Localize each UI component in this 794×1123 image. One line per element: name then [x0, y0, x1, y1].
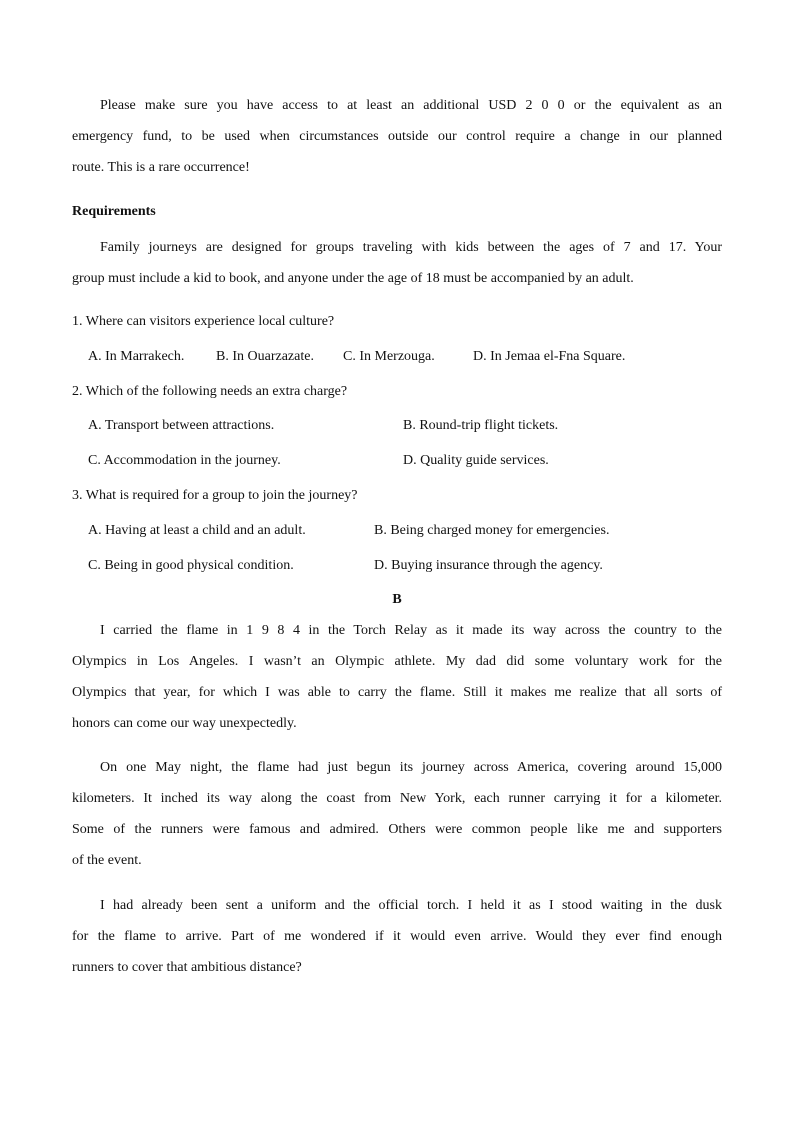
question-2-option-b: B. Round-trip flight tickets. — [403, 418, 559, 433]
question-2-stem: 2. Which of the following needs an extra charge? — [72, 384, 348, 399]
question-1-option-c: C. In Merzouga. — [343, 349, 435, 364]
requirements-line: group must include a kid to book, and anyone under the age of 18 must be accompanied by an adult. — [72, 271, 634, 286]
intro-line: route. This is a rare occurrence! — [72, 160, 250, 175]
section-b-title: B — [392, 592, 402, 607]
question-2-option-a: A. Transport between attractions. — [88, 418, 275, 433]
question-3-option-a: A. Having at least a child and an adult. — [88, 523, 306, 538]
section-b-paragraph-3 — [72, 890, 722, 983]
requirements-heading: Requirements — [72, 204, 156, 219]
passage-line: On one May night, the flame had just begun its journey across America, covering around 15,000 — [100, 760, 722, 775]
passage-line: Olympics in Los Angeles. I wasn’t an Olympic athlete. My dad did some voluntary work for the — [72, 654, 722, 669]
section-b-paragraph-2 — [72, 752, 722, 876]
section-b-paragraph-1 — [72, 615, 722, 739]
passage-line: Olympics that year, for which I was able to carry the flame. Still it makes me realize that all sorts of — [72, 685, 722, 700]
question-3-option-b: B. Being charged money for emergencies. — [374, 523, 610, 538]
requirements-line: Family journeys are designed for groups traveling with kids between the ages of 7 and 17. Your — [100, 240, 722, 255]
passage-line: of the event. — [72, 853, 142, 868]
question-1-stem: 1. Where can visitors experience local culture? — [72, 314, 335, 329]
question-3-option-c: C. Being in good physical condition. — [88, 558, 294, 573]
requirements-paragraph — [72, 232, 722, 294]
passage-line: Some of the runners were famous and admired. Others were common people like me and supporters — [72, 822, 722, 837]
intro-line: emergency fund, to be used when circumstances outside our control require a change in our planned — [72, 129, 722, 144]
question-1-option-d: D. In Jemaa el-Fna Square. — [473, 349, 626, 364]
question-1-option-b: B. In Ouarzazate. — [216, 349, 314, 364]
passage-line: I had already been sent a uniform and the official torch. I held it as I stood waiting in the dusk — [100, 898, 722, 913]
question-3-option-d: D. Buying insurance through the agency. — [374, 558, 603, 573]
passage-line: honors can come our way unexpectedly. — [72, 716, 297, 731]
passage-line: for the flame to arrive. Part of me wondered if it would even arrive. Would they ever find enough — [72, 929, 722, 944]
question-2-option-c: C. Accommodation in the journey. — [88, 453, 281, 468]
question-3-stem: 3. What is required for a group to join the journey? — [72, 488, 358, 503]
question-1-option-a: A. In Marrakech. — [88, 349, 185, 364]
question-2-option-d: D. Quality guide services. — [403, 453, 549, 468]
intro-line: Please make sure you have access to at least an additional USD 2 0 0 or the equivalent as an — [100, 98, 722, 113]
passage-line: kilometers. It inched its way along the coast from New York, each runner carrying it for a kilometer. — [72, 791, 722, 806]
passage-line: runners to cover that ambitious distance? — [72, 960, 302, 975]
passage-line: I carried the flame in 1 9 8 4 in the Torch Relay as it made its way across the country to the — [100, 623, 722, 638]
intro-paragraph — [72, 90, 722, 183]
